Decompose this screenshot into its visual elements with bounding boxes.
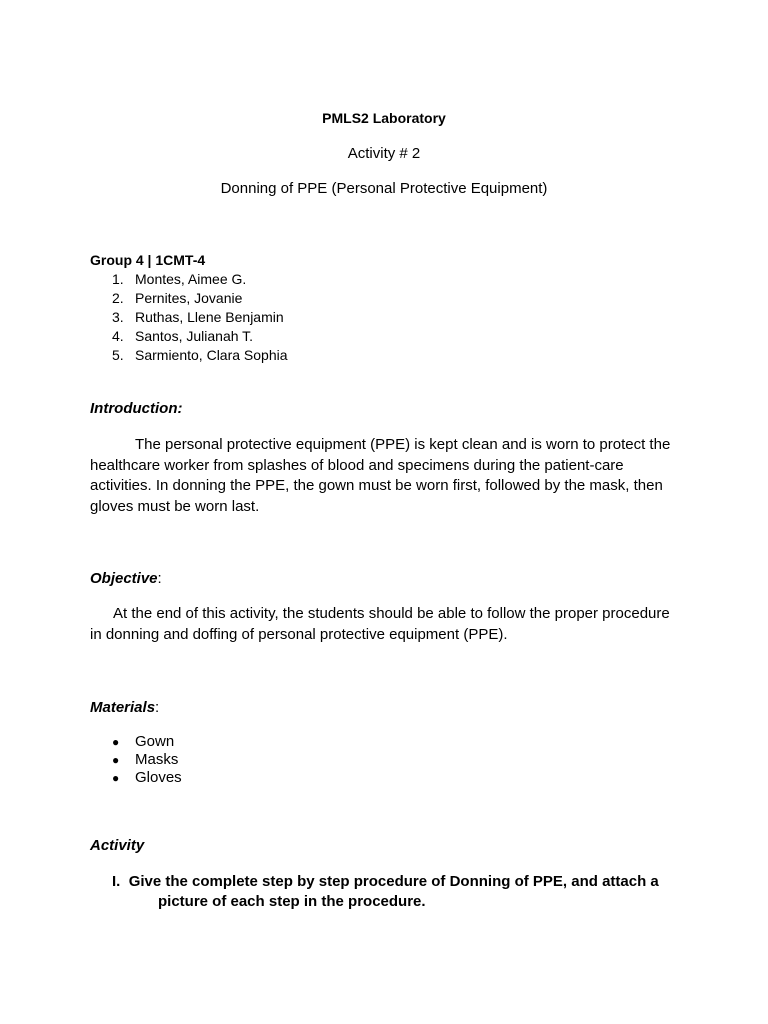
- member-name: Ruthas, Llene Benjamin: [135, 309, 284, 325]
- objective-paragraph: [90, 604, 690, 645]
- paragraph-line: activities. In donning the PPE, the gown must be worn first, followed by the mask, then: [90, 477, 663, 495]
- instruction-line: picture of each step in the procedure.: [158, 893, 426, 910]
- material-item: Gown: [135, 733, 175, 750]
- material-item: Gloves: [135, 769, 182, 786]
- paragraph-line: in donning and doffing of personal protective equipment (PPE).: [90, 625, 508, 643]
- member-name: Santos, Julianah T.: [135, 328, 254, 344]
- objective-heading-text: Objective: [90, 570, 158, 587]
- materials-heading-colon: :: [155, 699, 160, 716]
- introduction-heading: Introduction:: [90, 400, 183, 417]
- instruction-text: Give the complete step by step procedure of Donning of PPE, and attach a: [128, 873, 659, 890]
- paragraph-line: healthcare worker from splashes of blood and specimens during the patient-care: [90, 456, 624, 474]
- member-name: Pernites, Jovanie: [135, 290, 243, 306]
- roman-numeral: I.: [112, 873, 121, 890]
- instruction-line: [112, 872, 659, 892]
- material-item: Masks: [135, 751, 179, 768]
- list-number: 3.: [112, 309, 124, 325]
- materials-heading-text: Materials: [90, 699, 156, 716]
- list-number: 1.: [112, 271, 124, 287]
- materials-heading: [90, 699, 159, 716]
- activity-instruction: [112, 872, 659, 912]
- objective-heading-colon: :: [157, 570, 162, 587]
- activity-heading: Activity: [90, 837, 145, 854]
- bullet-icon: ●: [112, 735, 120, 749]
- list-number: 4.: [112, 328, 124, 344]
- introduction-paragraph: [90, 435, 690, 517]
- activity-number: Activity # 2: [347, 145, 421, 162]
- member-name: Montes, Aimee G.: [135, 271, 247, 287]
- list-number: 5.: [112, 347, 124, 363]
- paragraph-line: The personal protective equipment (PPE) is kept clean and is worn to protect the: [135, 436, 671, 453]
- document-title: PMLS2 Laboratory: [322, 110, 446, 126]
- group-label: Group 4 | 1CMT-4: [90, 252, 206, 268]
- list-number: 2.: [112, 290, 124, 306]
- bullet-icon: ●: [112, 753, 120, 767]
- document-subtitle: Donning of PPE (Personal Protective Equipment): [220, 180, 548, 197]
- member-name: Sarmiento, Clara Sophia: [135, 347, 288, 363]
- bullet-icon: ●: [112, 771, 120, 785]
- objective-heading: [90, 570, 162, 587]
- paragraph-line: At the end of this activity, the students should be able to follow the proper procedure: [113, 605, 670, 622]
- paragraph-line: gloves must be worn last.: [90, 497, 260, 515]
